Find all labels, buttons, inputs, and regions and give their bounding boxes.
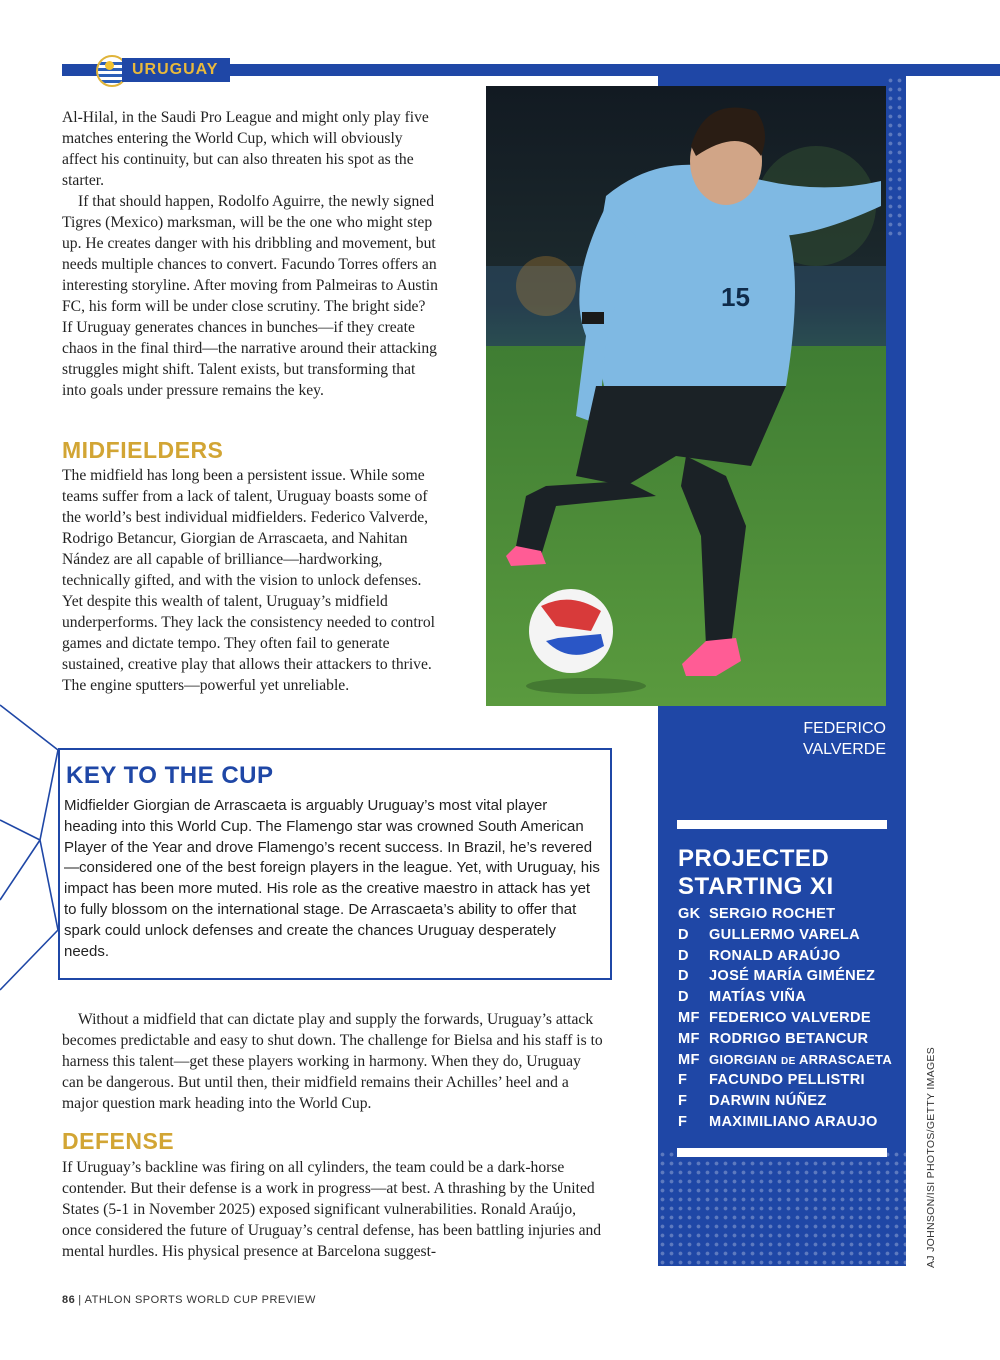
player-row	[678, 966, 908, 987]
intro-text	[62, 107, 438, 401]
intro-paragraph-1: Al-Hilal, in the Saudi Pro League and might only play five matches entering the World Cup, which will obviously affect his continuity, but can also threaten his spot as the starter.	[62, 109, 429, 189]
jersey-number: 15	[721, 282, 750, 312]
midfield-conclusion-paragraph: Without a midfield that can dictate play and supply the forwards, Uruguay’s attack becomes predictable and easy to shut down. The challenge for Bielsa and his staff is to harness this talent—get these players working in harmony. When they do, Uruguay can be dangerous. But until then, their midfield remains their Achilles’ heel and a major question mark heading into the World Cup.	[62, 1011, 603, 1112]
player-name: GULLERMO VARELA	[709, 926, 860, 943]
player-name: GIORGIAN DE ARRASCAETA	[709, 1051, 893, 1067]
defense-heading: DEFENSE	[62, 1128, 175, 1154]
player-row	[678, 1029, 908, 1050]
player-position: F	[678, 1072, 688, 1089]
player-name: FACUNDO PELLISTRI	[709, 1072, 865, 1089]
page-footer	[62, 1294, 316, 1306]
player-row	[678, 1091, 908, 1112]
footer-separator: |	[78, 1294, 82, 1306]
player-row	[678, 904, 908, 925]
player-name: JOSÉ MARÍA GIMÉNEZ	[709, 968, 876, 985]
player-row	[678, 1050, 908, 1071]
player-row	[678, 946, 908, 967]
xi-title-line-2: STARTING XI	[678, 873, 834, 900]
player-row	[678, 987, 908, 1008]
player-name: MATÍAS VIÑA	[709, 989, 807, 1006]
dot-pattern-top	[886, 76, 1000, 236]
caption-line-1: FEDERICO	[803, 720, 886, 737]
player-name: SERGIO ROCHET	[709, 906, 836, 922]
player-position: D	[678, 989, 689, 1006]
defense-paragraph: If Uruguay’s backline was firing on all cylinders, the team could be a dark-horse contender. But their defense is a work in progress—at best. A thrashing by the United States (5-1 in November 2025) exposed significant vulnerabilities. Ronald Araújo, once considered the future of Uruguay’s central defense, has been battling injuries and mental hurdles. His physical presence at Barcelona suggest-	[62, 1159, 602, 1260]
key-to-the-cup-text: Midfielder Giorgian de Arrascaeta is arguably Uruguay’s most vital player heading into this World Cup. The Flamengo star was crowned South American Player of the Year and drove Flamengo’s recent success. In Brazil, he’s revered—considered one of the best foreign players in the league. Yet, with Uruguay, his impact has been more muted. His role as the creative maestro in attack has yet to fully blossom on the international stage. De Arrascaeta’s ability to offer that spark could unlock defenses and create the chances Uruguay desperately needs.	[64, 797, 600, 960]
key-to-the-cup-box	[58, 748, 612, 980]
intro-paragraph-2: If that should happen, Rodolfo Aguirre, the newly signed Tigres (Mexico) marksman, will be the one who might step up. He creates danger with his dribbling and movement, but needs multiple chances to convert. Facundo Torres offers an interesting storyline. After moving from Palmeiras to Austin FC, his form will be under close scrutiny. The bright side? If Uruguay generates chances in bunches—if they create chaos in the final third—the narrative around their attacking struggles might shift. Talent exists, but transforming that into goals under pressure remains the key.	[62, 193, 438, 399]
player-row	[678, 1112, 908, 1133]
player-position: D	[678, 968, 689, 985]
projected-xi-title	[678, 845, 834, 901]
player-name: RONALD ARAÚJO	[709, 947, 841, 964]
midfielders-heading: MIDFIELDERS	[62, 437, 224, 463]
page-number: 86	[62, 1294, 76, 1306]
midfield-conclusion-text	[62, 1009, 606, 1114]
player-row	[678, 1070, 908, 1091]
player-position: D	[678, 926, 689, 943]
player-name: MAXIMILIANO ARAUJO	[709, 1113, 878, 1130]
section-label: URUGUAY	[122, 58, 230, 82]
key-to-the-cup-heading: KEY TO THE CUP	[66, 762, 274, 789]
player-row	[678, 1008, 908, 1029]
player-position: GK	[678, 906, 701, 922]
xi-top-rule	[677, 820, 887, 829]
starting-xi-list	[678, 904, 908, 1133]
player-row	[678, 925, 908, 946]
dot-pattern-bottom	[658, 1150, 906, 1266]
midfielders-text	[62, 465, 438, 696]
photo-caption	[786, 718, 886, 760]
xi-title-line-1: PROJECTED	[678, 845, 830, 872]
photo-credit: AJ JOHNSON/ISI PHOTOS/GETTY IMAGES	[925, 1046, 937, 1268]
player-position: D	[678, 947, 689, 964]
player-position: MF	[678, 1030, 700, 1047]
player-name: DARWIN NÚÑEZ	[709, 1093, 827, 1110]
player-position: F	[678, 1113, 688, 1130]
midfielders-paragraph: The midfield has long been a persistent issue. While some teams suffer from a lack of talent, Uruguay boasts some of the world’s best individual midfielders. Federico Valverde, Rodrigo Betancur, Giorgian de Arrascaeta, and Nahitan Nández are all capable of brilliance—hardworking, technically gifted, and with the vision to unlock defenses. Yet despite this wealth of talent, Uruguay’s midfield underperforms. They lack the consistency needed to control games and dictate tempo. They often fail to generate sustained, creative play that allows their attackers to thrive. The engine sputters—powerful yet unreliable.	[62, 467, 435, 694]
player-photo	[486, 86, 886, 706]
defense-text	[62, 1157, 606, 1262]
caption-line-2: VALVERDE	[803, 741, 886, 758]
player-position: MF	[678, 1051, 700, 1068]
player-position: MF	[678, 1009, 700, 1026]
player-position: F	[678, 1093, 688, 1110]
publication-name: ATHLON SPORTS WORLD CUP PREVIEW	[84, 1294, 316, 1306]
decorative-ball-lines	[0, 700, 60, 1000]
xi-bottom-rule	[677, 1148, 887, 1157]
player-name: RODRIGO BETANCUR	[709, 1030, 869, 1047]
player-name: FEDERICO VALVERDE	[709, 1009, 871, 1026]
